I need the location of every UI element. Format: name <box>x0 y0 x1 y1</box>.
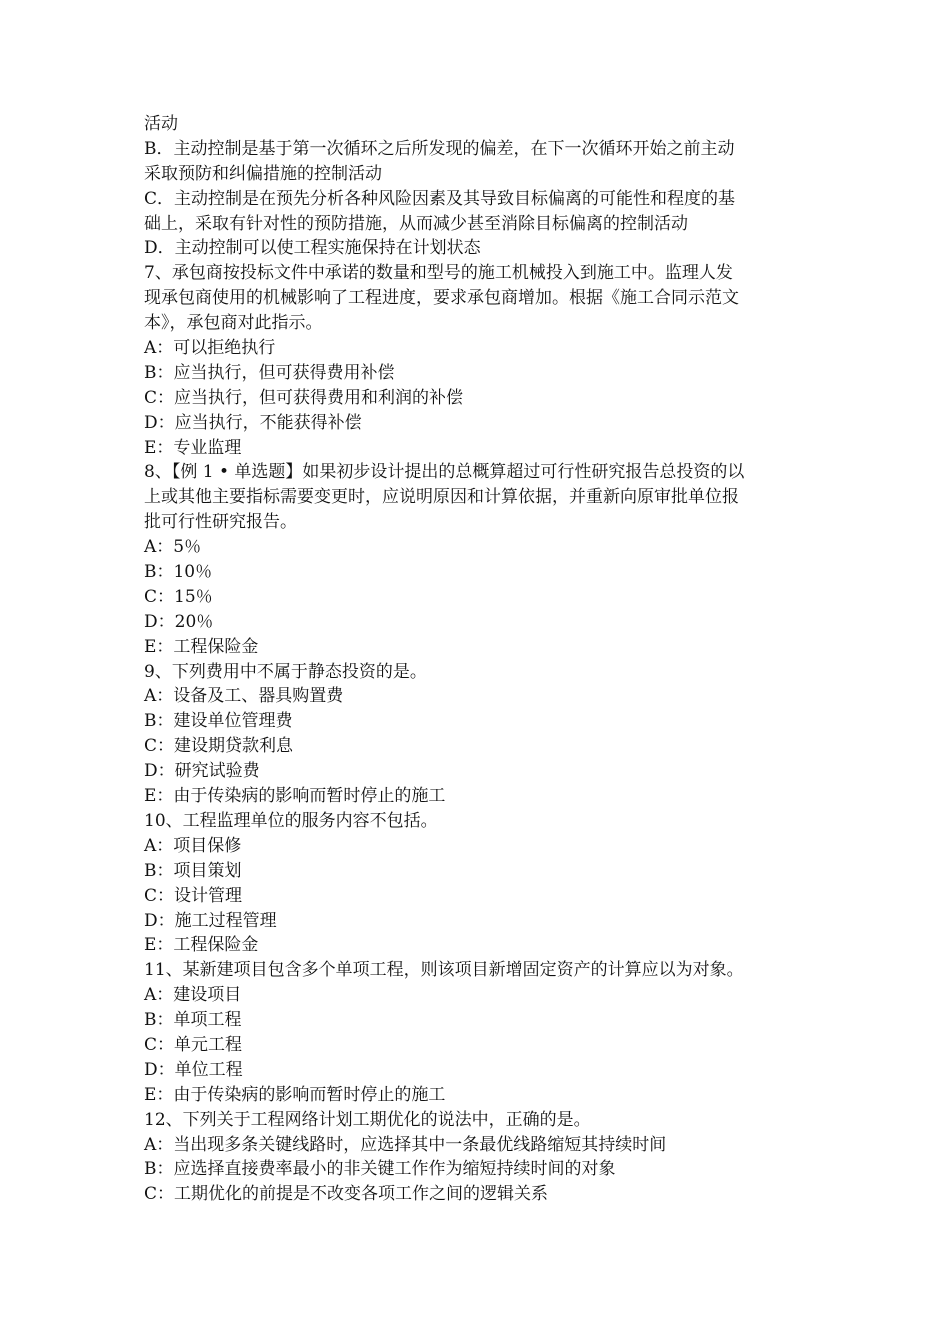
q9-option-a: A：设备及工、器具购置费 <box>144 686 344 707</box>
question-8-line-2: 上或其他主要指标需要变更时，应说明原因和计算依据，并重新向原审批单位报 <box>144 487 739 508</box>
q11-option-b: B：单项工程 <box>144 1010 242 1031</box>
question-10: 10、工程监理单位的服务内容不包括。 <box>144 810 438 831</box>
option-b-line-1: B．主动控制是基于第一次循环之后所发现的偏差，在下一次循环开始之前主动 <box>144 138 735 159</box>
q7-option-d: D：应当执行，不能获得补偿 <box>144 412 362 433</box>
q10-option-c: C：设计管理 <box>144 885 243 906</box>
question-7-line-3: 本》，承包商对此指示。 <box>144 313 323 334</box>
q7-option-c: C：应当执行，但可获得费用和利润的补偿 <box>144 387 464 408</box>
q10-option-e: E：工程保险金 <box>144 935 259 956</box>
option-d-line: D．主动控制可以使工程实施保持在计划状态 <box>144 238 481 259</box>
q10-option-a: A：项目保修 <box>144 835 242 856</box>
q12-option-a: A：当出现多条关键线路时，应选择其中一条最优线路缩短其持续时间 <box>144 1134 667 1155</box>
question-7-line-1: 7、承包商按投标文件中承诺的数量和型号的施工机械投入到施工中。监理人发 <box>144 263 733 284</box>
q9-option-d: D：研究试验费 <box>144 761 260 782</box>
question-7-line-2: 现承包商使用的机械影响了工程进度，要求承包商增加。根据《施工合同示范文 <box>144 288 739 309</box>
q8-option-b: B：10％ <box>144 562 213 583</box>
q7-option-a: A：可以拒绝执行 <box>144 338 276 359</box>
question-12: 12、下列关于工程网络计划工期优化的说法中，正确的是。 <box>144 1109 591 1130</box>
q8-option-c: C：15％ <box>144 586 213 607</box>
option-b-line-2: 采取预防和纠偏措施的控制活动 <box>144 163 382 184</box>
q11-option-a: A：建设项目 <box>144 985 242 1006</box>
q9-option-c: C：建设期贷款利息 <box>144 736 294 757</box>
option-c-line-2: 础上，采取有针对性的预防措施，从而减少甚至消除目标偏离的控制活动 <box>144 213 688 234</box>
q8-option-d: D：20％ <box>144 611 214 632</box>
option-c-line-1: C．主动控制是在预先分析各种风险因素及其导致目标偏离的可能性和程度的基 <box>144 188 736 209</box>
q10-option-d: D：施工过程管理 <box>144 910 277 931</box>
q12-option-b: B：应选择直接费率最小的非关键工作作为缩短持续时间的对象 <box>144 1159 616 1180</box>
document-body <box>144 112 824 1207</box>
q8-option-e: E：工程保险金 <box>144 636 259 657</box>
text-line: 活动 <box>144 114 178 134</box>
q12-option-c: C：工期优化的前提是不改变各项工作之间的逻辑关系 <box>144 1184 549 1205</box>
question-9: 9、下列费用中不属于静态投资的是。 <box>144 661 427 682</box>
q8-option-a: A：5％ <box>144 537 202 558</box>
q9-option-e: E：由于传染病的影响而暂时停止的施工 <box>144 786 446 807</box>
question-8-line-3: 批可行性研究报告。 <box>144 512 297 533</box>
q11-option-d: D：单位工程 <box>144 1059 243 1080</box>
q10-option-b: B：项目策划 <box>144 860 242 881</box>
q11-option-c: C：单元工程 <box>144 1034 243 1055</box>
question-8-line-1: 8、【例 1 • 单选题】如果初步设计提出的总概算超过可行性研究报告总投资的以 <box>144 462 745 483</box>
question-11: 11、某新建项目包含多个单项工程，则该项目新增固定资产的计算应以为对象。 <box>144 960 744 981</box>
q9-option-b: B：建设单位管理费 <box>144 711 293 732</box>
q11-option-e: E：由于传染病的影响而暂时停止的施工 <box>144 1084 446 1105</box>
q7-option-b: B：应当执行，但可获得费用补偿 <box>144 362 395 383</box>
q7-option-e: E：专业监理 <box>144 437 242 458</box>
